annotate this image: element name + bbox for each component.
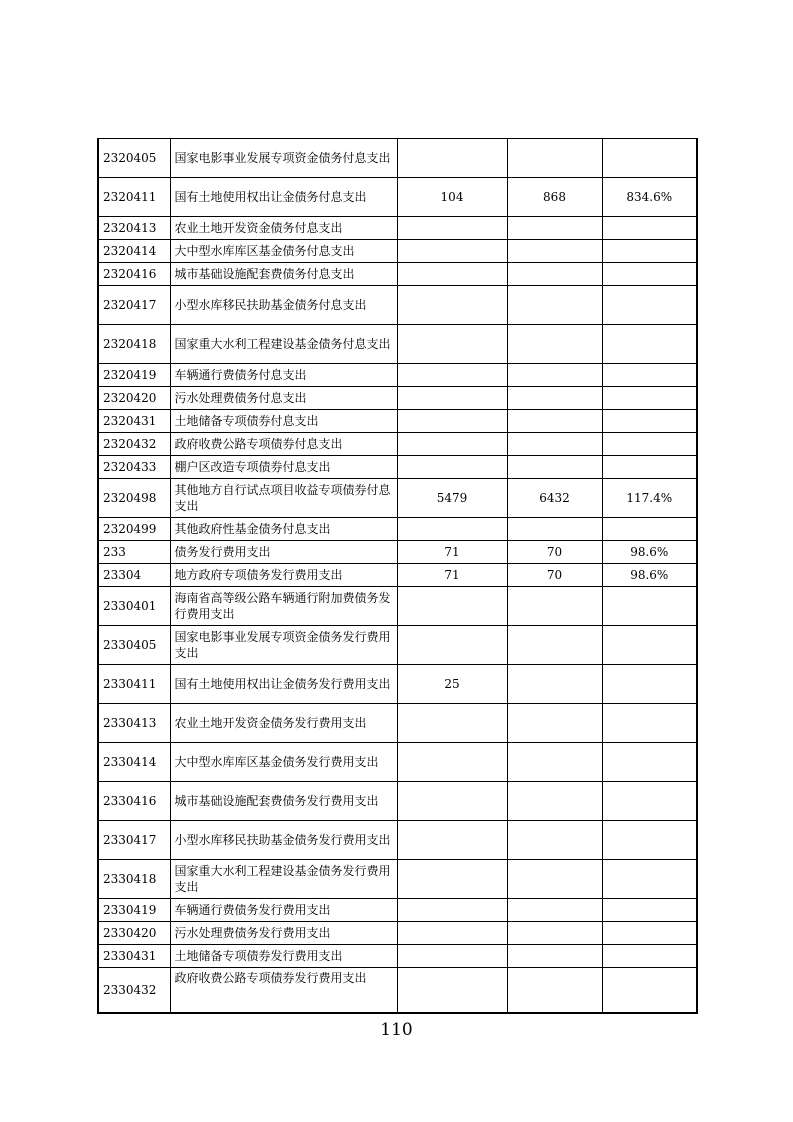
row-name: 棚户区改造专项债券付息支出 [170,456,397,479]
row-value-3 [602,860,697,899]
row-value-2: 868 [507,178,602,217]
row-name: 大中型水库库区基金债务付息支出 [170,240,397,263]
row-code: 2330413 [98,704,170,743]
table-row [98,968,697,1014]
row-name: 其他地方自行试点项目收益专项债券付息支出 [170,479,397,518]
row-name: 车辆通行费债务发行费用支出 [170,899,397,922]
row-code: 2320431 [98,410,170,433]
row-value-1: 5479 [397,479,507,518]
table-row [98,860,697,899]
row-code: 2320413 [98,217,170,240]
row-code: 2320405 [98,139,170,178]
row-value-2 [507,945,602,968]
row-code: 2330418 [98,860,170,899]
row-value-2 [507,821,602,860]
row-value-2 [507,325,602,364]
row-value-2 [507,263,602,286]
row-value-2 [507,139,602,178]
row-code: 2330401 [98,587,170,626]
row-name: 国有土地使用权出让金债务付息支出 [170,178,397,217]
row-value-1 [397,860,507,899]
row-value-2 [507,217,602,240]
row-value-3 [602,587,697,626]
row-name: 国家电影事业发展专项资金债务付息支出 [170,139,397,178]
row-value-2 [507,587,602,626]
row-value-1: 25 [397,665,507,704]
row-name: 国有土地使用权出让金债务发行费用支出 [170,665,397,704]
row-code: 2320417 [98,286,170,325]
row-value-1 [397,263,507,286]
row-value-1 [397,387,507,410]
row-value-1 [397,286,507,325]
row-value-2 [507,518,602,541]
row-value-3: 117.4% [602,479,697,518]
row-value-2 [507,433,602,456]
table-body [98,139,697,1014]
table-row [98,410,697,433]
table-row [98,587,697,626]
row-value-1 [397,626,507,665]
table-row [98,922,697,945]
row-value-3 [602,217,697,240]
row-value-3 [602,782,697,821]
row-value-3 [602,743,697,782]
table-row [98,518,697,541]
row-code: 2330431 [98,945,170,968]
row-value-1 [397,821,507,860]
row-name: 政府收费公路专项债券付息支出 [170,433,397,456]
row-value-3 [602,945,697,968]
row-value-1 [397,410,507,433]
row-name: 国家电影事业发展专项资金债务发行费用支出 [170,626,397,665]
row-value-3 [602,364,697,387]
row-name: 债务发行费用支出 [170,541,397,564]
row-name: 小型水库移民扶助基金债务付息支出 [170,286,397,325]
row-value-2: 6432 [507,479,602,518]
row-code: 2320499 [98,518,170,541]
page-number: 110 [380,1020,413,1040]
row-value-2 [507,410,602,433]
row-name: 其他政府性基金债务付息支出 [170,518,397,541]
row-value-1 [397,704,507,743]
row-value-3 [602,518,697,541]
row-value-1 [397,518,507,541]
table-row [98,240,697,263]
row-value-1 [397,325,507,364]
row-code: 2320411 [98,178,170,217]
row-value-2 [507,240,602,263]
row-value-1 [397,743,507,782]
row-value-1 [397,899,507,922]
row-code: 2330432 [98,968,170,1014]
row-name: 污水处理费债务付息支出 [170,387,397,410]
table-row [98,217,697,240]
table-row [98,665,697,704]
table-row [98,704,697,743]
table-row [98,433,697,456]
row-name: 污水处理费债务发行费用支出 [170,922,397,945]
table-row [98,541,697,564]
row-code: 2320420 [98,387,170,410]
row-name: 国家重大水利工程建设基金债务发行费用支出 [170,860,397,899]
row-value-3 [602,968,697,1014]
table-row [98,263,697,286]
row-value-2 [507,456,602,479]
row-value-3 [602,821,697,860]
row-value-1: 71 [397,564,507,587]
row-code: 2330411 [98,665,170,704]
row-name: 土地储备专项债券付息支出 [170,410,397,433]
row-value-2 [507,968,602,1014]
row-code: 2330405 [98,626,170,665]
table-row [98,564,697,587]
table-row [98,325,697,364]
row-value-3 [602,286,697,325]
row-value-2 [507,860,602,899]
row-value-1 [397,945,507,968]
row-value-3 [602,263,697,286]
table-row [98,364,697,387]
table-row [98,178,697,217]
row-value-3 [602,240,697,263]
row-value-1 [397,139,507,178]
row-value-3 [602,139,697,178]
row-value-2 [507,704,602,743]
row-value-3 [602,899,697,922]
row-name: 政府收费公路专项债券发行费用支出 [170,968,397,1014]
row-value-3: 834.6% [602,178,697,217]
row-code: 2320416 [98,263,170,286]
row-code: 2320432 [98,433,170,456]
row-name: 农业土地开发资金债务付息支出 [170,217,397,240]
row-name: 海南省高等级公路车辆通行附加费债务发行费用支出 [170,587,397,626]
row-value-2 [507,626,602,665]
row-code: 2330420 [98,922,170,945]
row-value-1 [397,587,507,626]
row-value-2 [507,922,602,945]
row-code: 2320498 [98,479,170,518]
row-value-1 [397,968,507,1014]
row-value-3 [602,387,697,410]
table-row [98,286,697,325]
row-value-2 [507,899,602,922]
row-value-1: 104 [397,178,507,217]
row-value-2 [507,665,602,704]
row-name: 土地储备专项债券发行费用支出 [170,945,397,968]
row-name: 车辆通行费债务付息支出 [170,364,397,387]
row-value-3 [602,456,697,479]
row-code: 2330417 [98,821,170,860]
row-name: 城市基础设施配套费债务付息支出 [170,263,397,286]
table-row [98,945,697,968]
row-value-2: 70 [507,541,602,564]
row-value-3 [602,704,697,743]
row-name: 城市基础设施配套费债务发行费用支出 [170,782,397,821]
row-value-1 [397,922,507,945]
row-value-3: 98.6% [602,564,697,587]
table-row [98,626,697,665]
row-value-3 [602,665,697,704]
table-row [98,139,697,178]
row-value-2 [507,782,602,821]
row-value-2 [507,387,602,410]
row-name: 国家重大水利工程建设基金债务付息支出 [170,325,397,364]
row-value-1 [397,364,507,387]
row-code: 2330414 [98,743,170,782]
row-name: 地方政府专项债务发行费用支出 [170,564,397,587]
row-name: 农业土地开发资金债务发行费用支出 [170,704,397,743]
row-code: 233 [98,541,170,564]
table-row [98,479,697,518]
row-value-2: 70 [507,564,602,587]
row-value-1 [397,217,507,240]
row-value-3 [602,433,697,456]
table-row [98,387,697,410]
row-value-1 [397,433,507,456]
table-row [98,743,697,782]
row-code: 2320433 [98,456,170,479]
row-value-3: 98.6% [602,541,697,564]
row-value-1 [397,456,507,479]
row-value-1: 71 [397,541,507,564]
row-value-2 [507,364,602,387]
row-code: 2320418 [98,325,170,364]
row-value-3 [602,626,697,665]
table-row [98,821,697,860]
row-value-1 [397,240,507,263]
row-value-3 [602,325,697,364]
row-value-3 [602,922,697,945]
row-code: 2330419 [98,899,170,922]
row-value-2 [507,286,602,325]
row-value-1 [397,782,507,821]
row-name: 小型水库移民扶助基金债务发行费用支出 [170,821,397,860]
row-value-3 [602,410,697,433]
budget-table-container [97,138,696,1014]
table-row [98,782,697,821]
row-code: 23304 [98,564,170,587]
budget-table [97,138,698,1014]
row-name: 大中型水库库区基金债务发行费用支出 [170,743,397,782]
row-code: 2320414 [98,240,170,263]
row-code: 2320419 [98,364,170,387]
row-value-2 [507,743,602,782]
table-row [98,899,697,922]
table-row [98,456,697,479]
row-code: 2330416 [98,782,170,821]
